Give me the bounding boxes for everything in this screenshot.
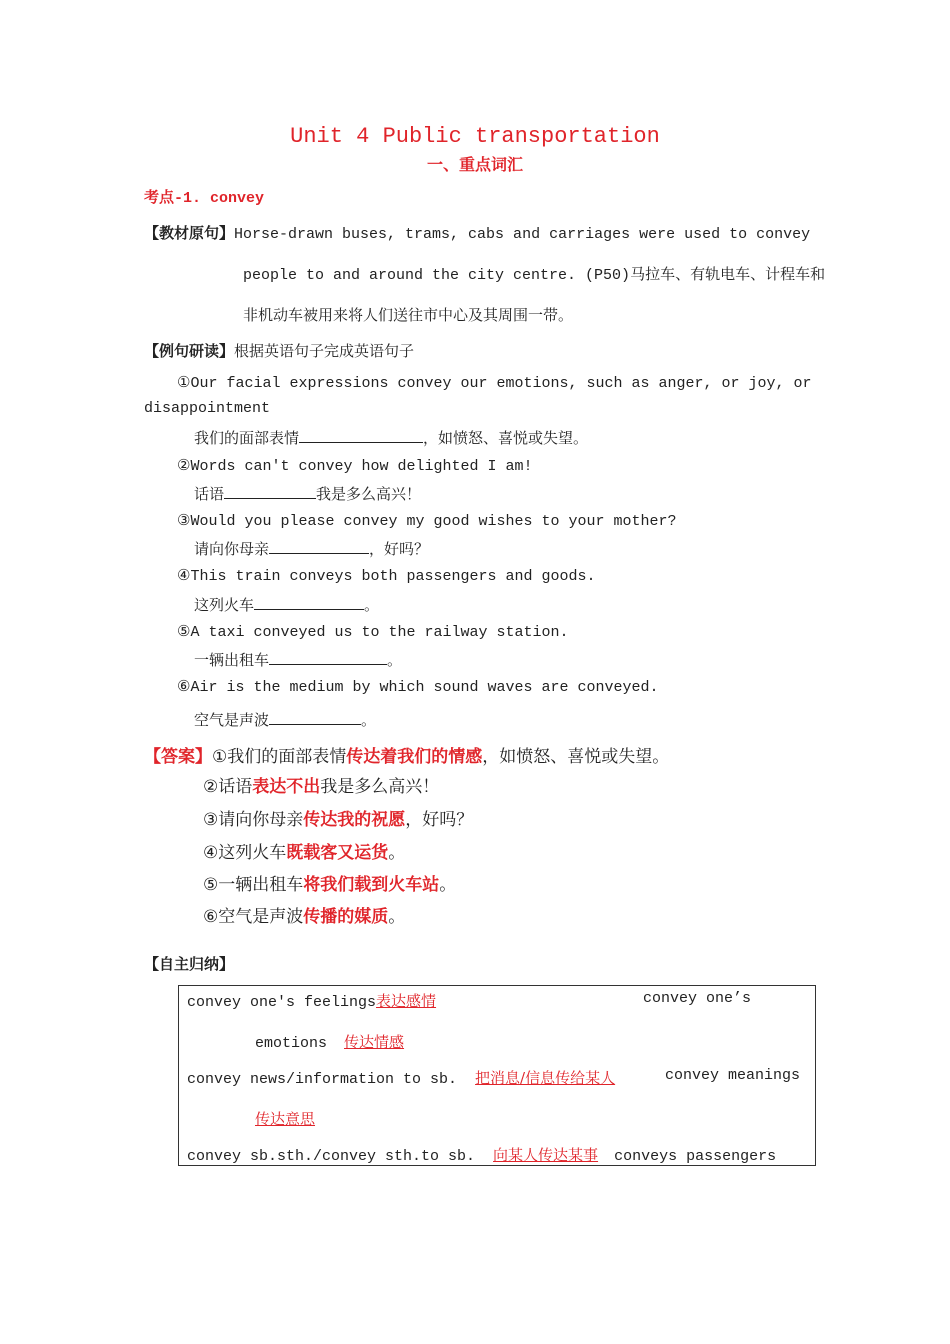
summary-row-4: [255, 1108, 315, 1129]
summary-row-3a: [187, 1067, 615, 1088]
answer-blank[interactable]: [269, 710, 361, 725]
example-3-zh-post: ，好吗？: [369, 540, 430, 558]
example-1-en: ①Our facial expressions convey our emotions, such as anger, or joy, or: [177, 375, 812, 392]
example-3-zh-pre: 请向你母亲: [194, 540, 270, 558]
example-1-zh-pre: 我们的面部表情: [194, 429, 300, 447]
textbook-label: 【教材原句】: [144, 224, 235, 242]
kaodian-heading: [144, 186, 264, 207]
summary-label: 【自主归纳】: [144, 955, 235, 973]
summary-meaning: 传达情感: [344, 1033, 405, 1051]
answer-2-post: 我是多么高兴！: [320, 777, 440, 797]
answer-6-key: 传播的媒质: [303, 907, 389, 927]
answer-6-post: 。: [388, 907, 406, 927]
answer-line-2: [203, 772, 439, 797]
answer-4-post: 。: [388, 843, 406, 863]
summary-meaning: 把消息/信息传给某人: [475, 1069, 616, 1087]
answer-line-5: [203, 870, 456, 895]
study-label: 【例句研读】: [144, 342, 235, 360]
answer-1-key: 传达着我们的情感: [346, 747, 483, 767]
example-1-zh-post: ，如愤怒、喜悦或失望。: [423, 429, 589, 447]
example-5-zh-pre: 一辆出租车: [194, 651, 270, 669]
answer-5-post: 。: [439, 875, 457, 895]
answer-line-4: [203, 838, 405, 863]
answer-4-pre: ④这列火车: [203, 843, 287, 863]
section-heading: 一、重点词汇: [426, 155, 523, 174]
example-6-zh-pre: 空气是声波: [194, 711, 270, 729]
answer-line-1: [144, 742, 669, 767]
example-3-en: ③Would you please convey my good wishes to your mother?: [177, 513, 677, 530]
textbook-line-3: 非机动车被用来将人们送往市中心及其周围一带。: [243, 306, 574, 324]
textbook-line-1: [144, 222, 810, 243]
example-5-zh: [194, 649, 402, 670]
study-instruction: 根据英语句子完成英语句子: [234, 342, 415, 360]
textbook-line-2: people to and around the city centre. (P50)马拉车、有轨电车、计程车和: [243, 267, 826, 284]
answer-label: 【答案】: [144, 747, 212, 767]
answer-blank[interactable]: [254, 595, 364, 610]
example-6-zh: [194, 709, 376, 730]
example-5-zh-post: 。: [387, 651, 403, 669]
example-2-zh: [194, 483, 421, 504]
answer-5-pre: ⑤一辆出租车: [203, 875, 304, 895]
example-2-en: ②Words can't convey how delighted I am!: [177, 458, 533, 475]
example-6-zh-post: 。: [361, 711, 377, 729]
summary-meaning: 向某人传达某事: [493, 1146, 599, 1164]
summary-phrase: emotions: [255, 1035, 328, 1052]
answer-6-pre: ⑥空气是声波: [203, 907, 304, 927]
example-4-zh: [194, 594, 379, 615]
answer-2-key: 表达不出: [252, 777, 321, 797]
example-1-en-cont: disappointment: [144, 400, 271, 417]
kaodian-label: 考点-1. convey: [144, 190, 265, 207]
summary-row-2: [255, 1031, 404, 1052]
summary-phrase: conveys passengers: [614, 1148, 777, 1165]
example-4-en: ④This train conveys both passengers and goods.: [177, 568, 596, 585]
textbook-text-1: Horse-drawn buses, trams, cabs and carriages were used to: [234, 226, 757, 243]
answer-line-3: [203, 805, 473, 830]
summary-phrase: convey sb.sth./convey sth.to sb.: [187, 1148, 476, 1165]
answer-blank[interactable]: [269, 650, 387, 665]
answer-line-6: [203, 902, 405, 927]
answer-3-key: 传达我的祝愿: [303, 810, 406, 830]
example-6-en: ⑥Air is the medium by which sound waves are conveyed.: [177, 679, 659, 696]
answer-3-pre: ③请向你母亲: [203, 810, 304, 830]
summary-phrase: convey news/information to sb.: [187, 1071, 458, 1088]
study-line: [144, 340, 414, 361]
summary-row-1a: [187, 990, 436, 1011]
answer-blank[interactable]: [269, 539, 369, 554]
summary-row-5: [187, 1144, 776, 1165]
answer-4-key: 既载客又运货: [286, 843, 389, 863]
answer-2-pre: ②话语: [203, 777, 253, 797]
answer-blank[interactable]: [224, 484, 316, 499]
answer-3-post: ，好吗？: [405, 810, 474, 830]
example-2-zh-post: 我是多么高兴！: [316, 485, 422, 503]
summary-row-3b: convey meanings: [665, 1067, 801, 1084]
page-title: Unit 4 Public transportation: [290, 124, 660, 149]
example-4-zh-pre: 这列火车: [194, 596, 255, 614]
summary-meaning: 传达意思: [255, 1110, 316, 1128]
summary-row-1b: convey one’s: [643, 990, 752, 1007]
example-5-en: ⑤A taxi conveyed us to the railway station.: [177, 624, 569, 641]
summary-phrase: convey one's feelings: [187, 994, 377, 1011]
example-1-zh: [194, 427, 588, 448]
answer-1-post: ，如愤怒、喜悦或失望。: [482, 747, 670, 767]
example-4-zh-post: 。: [364, 596, 380, 614]
answer-1-pre: ①我们的面部表情: [212, 747, 347, 767]
answer-blank[interactable]: [299, 428, 423, 443]
summary-meaning: 表达感情: [376, 992, 437, 1010]
textbook-keyword: convey: [756, 226, 811, 243]
answer-5-key: 将我们载到火车站: [303, 875, 440, 895]
example-3-zh: [194, 538, 429, 559]
example-2-zh-pre: 话语: [194, 485, 225, 503]
